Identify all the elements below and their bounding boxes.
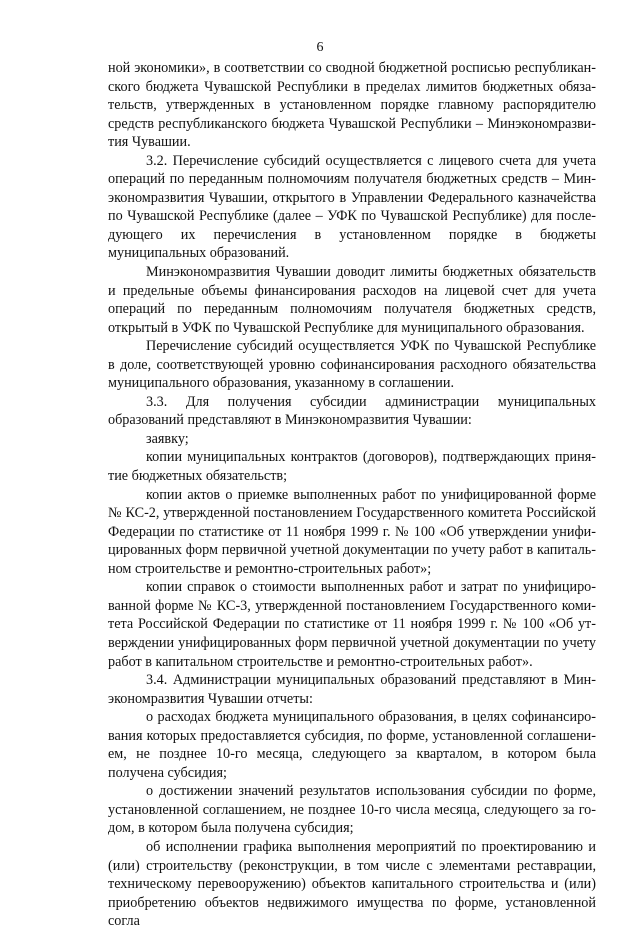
paragraph: 3.2. Перечисление субсидий осуществляется с лицевого счета для учета операций по переданным полномочиям получателя бюджетных средств – Минэкономразвития Чувашии, открытого в Управлении Федерального казначейства по Чувашской Республике (далее – УФК по Чувашской Республике) для последующего их перечисления в установленном порядке в бюджеты муниципальных образований.	[108, 152, 596, 262]
paragraph: о достижении значений результатов использования субсидии по форме, установленной соглашением, не позднее 10-го числа месяца, следующего за годом, в котором была получена субсидия;	[108, 783, 596, 837]
paragraph: Перечисление субсидий осуществляется УФК по Чувашской Республике в доле, соответствующей уровню софинансирования расходного обязательства муниципального образования, указанному в соглашении.	[108, 338, 596, 392]
paragraph: ной экономики», в соответствии со сводной бюджетной росписью республиканского бюджета Чувашской Республики в пределах лимитов бюджетных обязательств, утвержденных в установленном порядке главному распорядителю средств республиканского бюджета Чувашской Республики – Минэкономразвития Чувашии.	[108, 60, 596, 151]
paragraph: Минэкономразвития Чувашии доводит лимиты бюджетных обязательств и предельные объемы финансирования расходов на лицевой счет для учета операций по переданным полномочиям получателя бюджетных средств, открытый в УФК по Чувашской Республике для муниципального образования.	[108, 264, 596, 336]
paragraph: копии актов о приемке выполненных работ по унифицированной форме № КС-2, утвержденной постановлением Государственного комитета Российской Федерации по статистике от 11 ноября 1999 г. № 100 «Об утверждении унифицированных форм первичной учетной документации по учету работ в капитальном строительстве и ремонтно-строительных работ»;	[108, 486, 596, 577]
paragraph: копии муниципальных контрактов (договоров), подтверждающих принятие бюджетных обязательств;	[108, 449, 596, 485]
paragraph: копии справок о стоимости выполненных работ и затрат по унифицированной форме № КС-3, утвержденной постановлением Государственного комитета Российской Федерации по статистике от 11 ноября 1999 г. № 100 «Об утверждении унифицированных форм первичной учетной документации по учету работ в капитальном строительстве и ремонтно-строительных работ».	[108, 579, 596, 670]
document-body	[108, 59, 596, 931]
paragraph: о расходах бюджета муниципального образования, в целях софинансирования которых предоставляется субсидия, по форме, установленной соглашением, не позднее 10-го месяца, следующего за кварталом, в котором была получена субсидия;	[108, 709, 596, 781]
paragraph: заявку;	[146, 430, 189, 447]
paragraph: 3.4. Администрации муниципальных образований представляют в Минэкономразвития Чувашии отчеты:	[108, 672, 596, 707]
paragraph: об исполнении графика выполнения мероприятий по проектированию и (или) строительству (реконструкции, в том числе с элементами реставрации, техническому перевооружению) объектов капитального строительства и (или) приобретению объектов недвижимого имущества по форме, установленной согла	[108, 838, 596, 930]
page-number: 6	[316, 40, 324, 55]
paragraph: 3.3. Для получения субсидии администрации муниципальных образований представляют в Минэкономразвития Чувашии:	[108, 393, 596, 429]
